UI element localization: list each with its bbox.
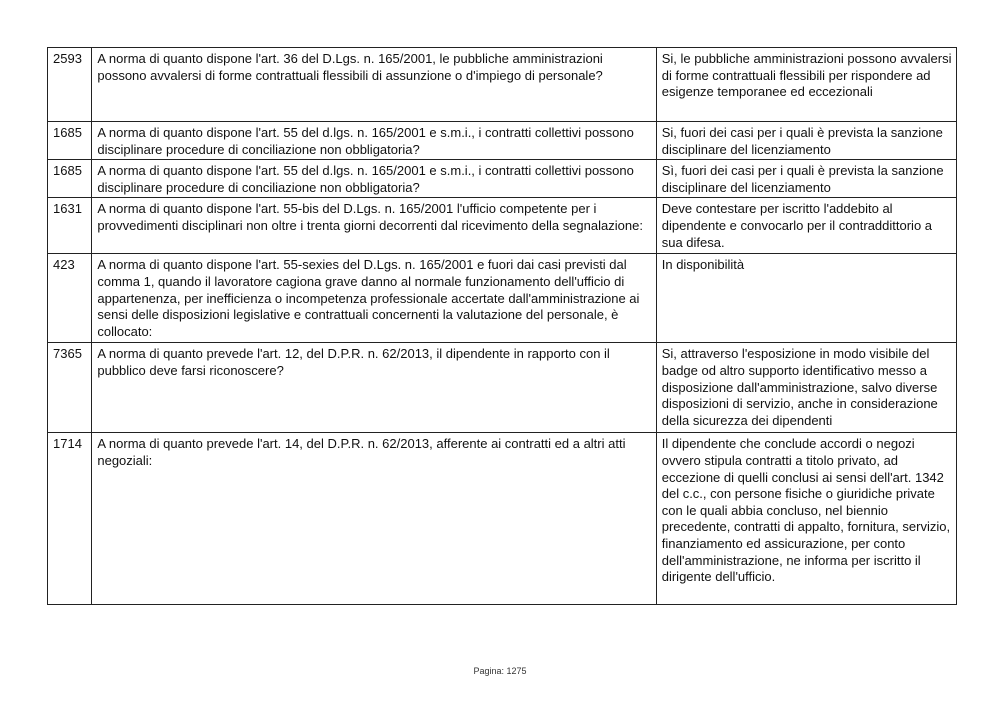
answer-text: Il dipendente che conclude accordi o negozi ovvero stipula contratti a titolo privato, ad eccezione di quelli conclusi ai sensi dell'art. 1342 del c.c., con persone fisiche o giuridiche private con le quali abbia concluso, nel biennio precedente, contratti di appalto, fornitura, servizio, finanziamento ed assicurazione, per conto dell'amministrazione, ne informa per iscritto il dirigente dell'ufficio.	[656, 433, 956, 605]
question-text: A norma di quanto dispone l'art. 36 del D.Lgs. n. 165/2001, le pubbliche amministrazioni possono avvalersi di forme contrattuali flessibili di assunzione o d'impiego di personale?	[92, 48, 656, 122]
question-text: A norma di quanto dispone l'art. 55-bis del D.Lgs. n. 165/2001 l'ufficio competente per i provvedimenti disciplinari non oltre i trenta giorni decorrenti dal ricevimento della segnalazione:	[92, 198, 656, 254]
questions-table	[47, 47, 957, 605]
question-id: 1714	[48, 433, 92, 605]
table-row	[48, 48, 957, 122]
question-text: A norma di quanto dispone l'art. 55 del d.lgs. n. 165/2001 e s.m.i., i contratti collettivi possono disciplinare procedure di conciliazione non obbligatoria?	[92, 160, 656, 198]
table-row	[48, 160, 957, 198]
answer-text: Si, fuori dei casi per i quali è prevista la sanzione disciplinare del licenziamento	[656, 122, 956, 160]
question-id: 423	[48, 254, 92, 343]
page-number: Pagina: 1275	[473, 666, 527, 676]
question-id: 2593	[48, 48, 92, 122]
table-row	[48, 433, 957, 605]
question-id: 1631	[48, 198, 92, 254]
question-id: 7365	[48, 343, 92, 433]
question-text: A norma di quanto dispone l'art. 55 del d.lgs. n. 165/2001 e s.m.i., i contratti collettivi possono disciplinare procedure di conciliazione non obbligatoria?	[92, 122, 656, 160]
question-text: A norma di quanto dispone l'art. 55-sexies del D.Lgs. n. 165/2001 e fuori dai casi previsti dal comma 1, quando il lavoratore cagiona grave danno al normale funzionamento dell'ufficio di appartenenza, per inefficienza o incompetenza professionale accertate dall'amministrazione ai sensi delle disposizioni legislative e contrattuali concernenti la valutazione del personale, è collocato:	[92, 254, 656, 343]
table-row	[48, 254, 957, 343]
answer-text: Deve contestare per iscritto l'addebito al dipendente e convocarlo per il contraddittorio a sua difesa.	[656, 198, 956, 254]
question-text: A norma di quanto prevede l'art. 12, del D.P.R. n. 62/2013, il dipendente in rapporto con il pubblico deve farsi riconoscere?	[92, 343, 656, 433]
table-row	[48, 122, 957, 160]
question-text: A norma di quanto prevede l'art. 14, del D.P.R. n. 62/2013, afferente ai contratti ed a altri atti negoziali:	[92, 433, 656, 605]
answer-text: In disponibilità	[656, 254, 956, 343]
question-id: 1685	[48, 122, 92, 160]
answer-text: Sì, fuori dei casi per i quali è prevista la sanzione disciplinare del licenziamento	[656, 160, 956, 198]
table-row	[48, 198, 957, 254]
answer-text: Si, attraverso l'esposizione in modo visibile del badge od altro supporto identificativo messo a disposizione dall'amministrazione, salvo diverse disposizioni di servizio, anche in considerazione della sicurezza dei dipendenti	[656, 343, 956, 433]
question-id: 1685	[48, 160, 92, 198]
table-row	[48, 343, 957, 433]
answer-text: Si, le pubbliche amministrazioni possono avvalersi di forme contrattuali flessibili per rispondere ad esigenze temporanee ed eccezionali	[656, 48, 956, 122]
